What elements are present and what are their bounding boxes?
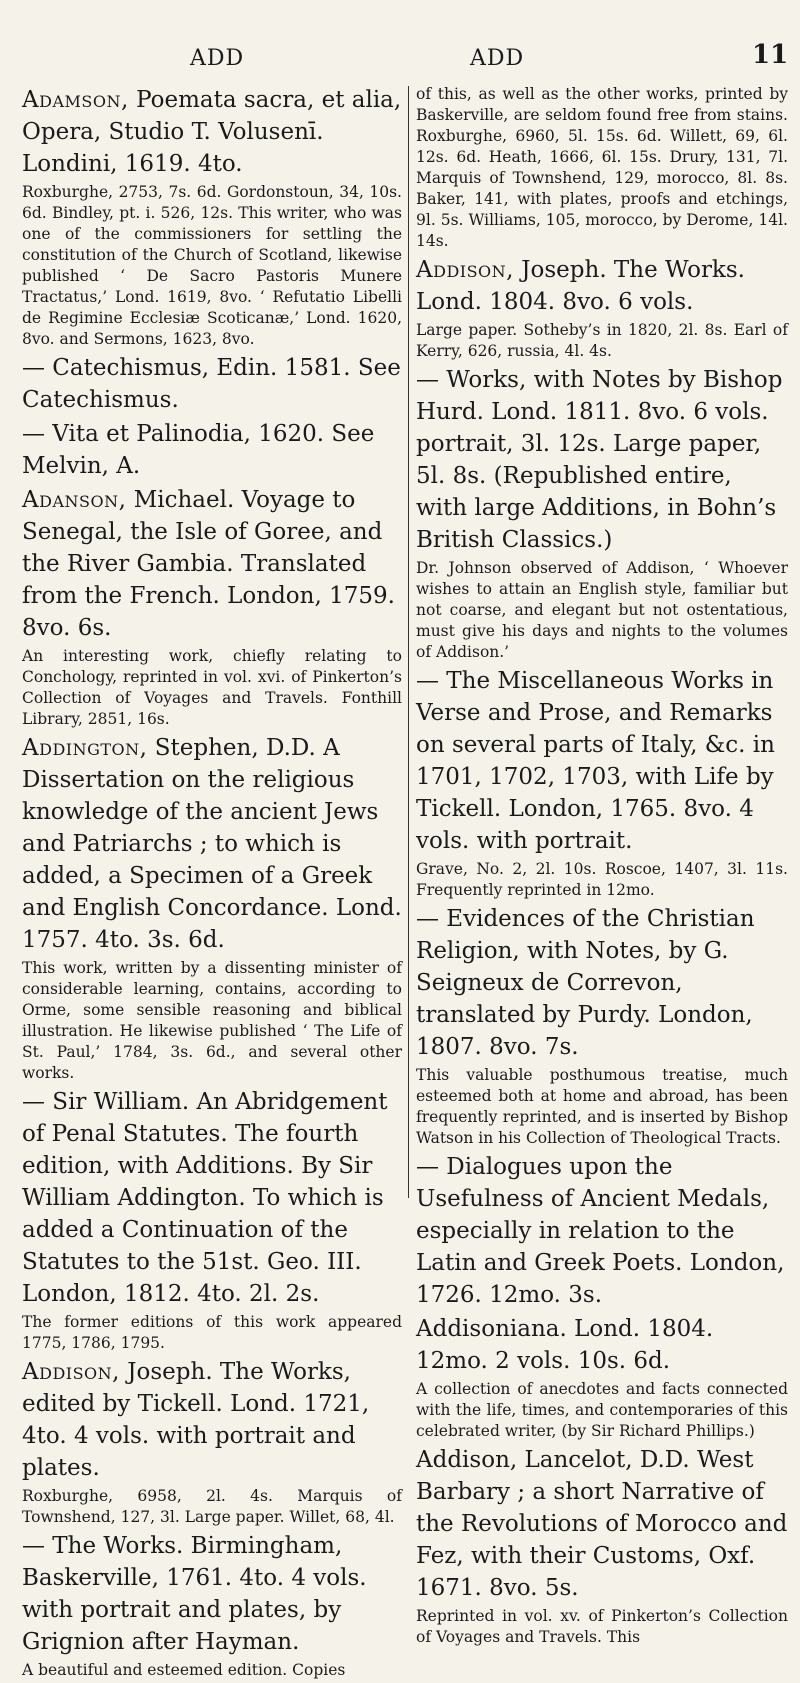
entry-author: Adanson, — [22, 487, 127, 513]
entry-heading — [416, 364, 788, 556]
running-header — [0, 10, 800, 70]
entry-note: This work, written by a dissenting minister of considerable learning, contains, according to Orme, some sensible reasoning and biblical illustration. He likewise published ‘ The Life of St. Paul,’ 1784, 3s. 6d., and several other works. — [22, 959, 402, 1082]
entry-note: An interesting work, chiefly relating to Conchology, reprinted in vol. xvi. of Pinkerton’s Collection of Voyages and Travels. Fonthill Library, 2851, 16s. — [22, 647, 402, 728]
entry-author: Addison, — [22, 1359, 120, 1385]
entry-title: Joseph. The Works. Lond. 1804. 8vo. 6 vols. — [416, 257, 745, 315]
header-left-word: ADD — [190, 46, 245, 71]
entry-heading — [416, 665, 788, 857]
entry-heading — [22, 1530, 402, 1658]
entry-note: A beautiful and esteemed edition. Copies — [22, 1661, 346, 1679]
entry-heading — [22, 352, 402, 416]
entry-heading — [22, 484, 402, 644]
entry-note: The former editions of this work appeared 1775, 1786, 1795. — [22, 1313, 402, 1352]
entry-author: Addington, — [22, 735, 148, 761]
entry-note: Grave, No. 2, 2l. 10s. Roscoe, 1407, 3l. 11s. Frequently reprinted in 12mo. — [416, 860, 788, 899]
entry-title: — Sir William. An Abridgement of Penal Statutes. The fourth edition, with Additions. By Sir William Addington. To which is added a Continuation of the Statutes to the 51st. Geo. III. London, 1812. 4to. 2l. 2s. — [22, 1089, 388, 1307]
entry-heading — [416, 903, 788, 1063]
entry-note: Dr. Johnson observed of Addison, ‘ Whoever wishes to attain an English style, familiar but not coarse, and elegant but not ostentatious, must give his days and nights to the volumes of Addison.’ — [416, 559, 788, 661]
entry-note: Roxburghe, 6958, 2l. 4s. Marquis of Townshend, 127, 3l. Large paper. Willet, 68, 4l. — [22, 1487, 402, 1526]
entry-title: — Vita et Palinodia, 1620. See Melvin, A. — [22, 421, 375, 479]
entry-title: Poemata sacra, et alia, Opera, Studio T. Volusenī. Londini, 1619. 4to. — [22, 87, 402, 177]
entry-title: Michael. Voyage to Senegal, the Isle of Goree, and the River Gambia. Translated from the French. London, 1759. 8vo. 6s. — [22, 487, 395, 641]
column-divider — [408, 86, 409, 1198]
entry-author: Addison, — [416, 257, 514, 283]
left-column — [22, 84, 402, 1683]
entry-author: Adamson, — [22, 87, 129, 113]
entry-heading — [22, 84, 402, 180]
header-center-word: ADD — [470, 46, 525, 71]
page-number: 11 — [752, 40, 789, 70]
entry-title: Joseph. The Works, edited by Tickell. Lond. 1721, 4to. 4 vols. with portrait and plates. — [22, 1359, 370, 1481]
entry-note: of this, as well as the other works, printed by Baskerville, are seldom found free from stains. Roxburghe, 6960, 5l. 15s. 6d. Willett, 69, 6l. 12s. 6d. Heath, 1666, 6l. 15s. Drury, 131, 7l. Marquis of Townshend, 129, morocco, 8l. 8s. Baker, 141, with plates, proofs and etchings, 9l. 5s. Williams, 105, morocco, by Derome, 14l. 14s. — [416, 85, 788, 250]
right-column — [416, 84, 788, 1650]
entry-heading — [22, 1356, 402, 1484]
entry-note: This valuable posthumous treatise, much esteemed both at home and abroad, has been frequently reprinted, and is inserted by Bishop Watson in his Collection of Theological Tracts. — [416, 1066, 788, 1147]
entry-title: — Works, with Notes by Bishop Hurd. Lond. 1811. 8vo. 6 vols. portrait, 3l. 12s. Large paper, 5l. 8s. (Republished entire, with large Additions, in Bohn’s British Classics.) — [416, 367, 783, 553]
entry-heading — [22, 732, 402, 956]
entry-heading — [416, 1151, 788, 1311]
entry-heading — [416, 254, 788, 318]
entry-title: — Catechismus, Edin. 1581. See Catechismus. — [22, 355, 401, 413]
entry-title: — Evidences of the Christian Religion, with Notes, by G. Seigneux de Correvon, translated by Purdy. London, 1807. 8vo. 7s. — [416, 906, 755, 1060]
entry-title: Addison, Lancelot, D.D. West Barbary ; a short Narrative of the Revolutions of Morocco and Fez, with their Customs, Oxf. 1671. 8vo. 5s. — [416, 1447, 788, 1601]
entry-heading — [416, 1444, 788, 1604]
entry-note: A collection of anecdotes and facts connected with the life, times, and contemporaries of this celebrated writer, (by Sir Richard Phillips.) — [416, 1380, 788, 1440]
entry-note: Large paper. Sotheby’s in 1820, 2l. 8s. Earl of Kerry, 626, russia, 4l. 4s. — [416, 321, 788, 360]
entry-heading — [22, 418, 402, 482]
entry-title: — The Works. Birmingham, Baskerville, 1761. 4to. 4 vols. with portrait and plates, by Grignion after Hayman. — [22, 1533, 367, 1655]
entry-title: — The Miscellaneous Works in Verse and Prose, and Remarks on several parts of Italy, &c. in 1701, 1702, 1703, with Life by Tickell. London, 1765. 8vo. 4 vols. with portrait. — [416, 668, 775, 854]
entry-heading — [22, 1086, 402, 1310]
entry-title: — Dialogues upon the Usefulness of Ancient Medals, especially in relation to the Latin and Greek Poets. London, 1726. 12mo. 3s. — [416, 1154, 785, 1308]
entry-note: Roxburghe, 2753, 7s. 6d. Gordonstoun, 34, 10s. 6d. Bindley, pt. i. 526, 12s. This writer, who was one of the commissioners for settling the constitution of the Church of Scotland, likewise published ‘ De Sacro Pastoris Munere Tractatus,’ Lond. 1619, 8vo. ‘ Refutatio Libelli de Regimine Ecclesiæ Scoticanæ,’ Lond. 1620, 8vo. and Sermons, 1623, 8vo. — [22, 183, 402, 348]
entry-title: Addisoniana. Lond. 1804. 12mo. 2 vols. 10s. 6d. — [416, 1316, 714, 1374]
entry-title: Stephen, D.D. A Dissertation on the religious knowledge of the ancient Jews and Patriarchs ; to which is added, a Specimen of a Greek and English Concordance. Lond. 1757. 4to. 3s. 6d. — [22, 735, 402, 953]
entry-heading — [416, 1313, 788, 1377]
entry-note: Reprinted in vol. xv. of Pinkerton’s Collection of Voyages and Travels. This — [416, 1607, 788, 1646]
